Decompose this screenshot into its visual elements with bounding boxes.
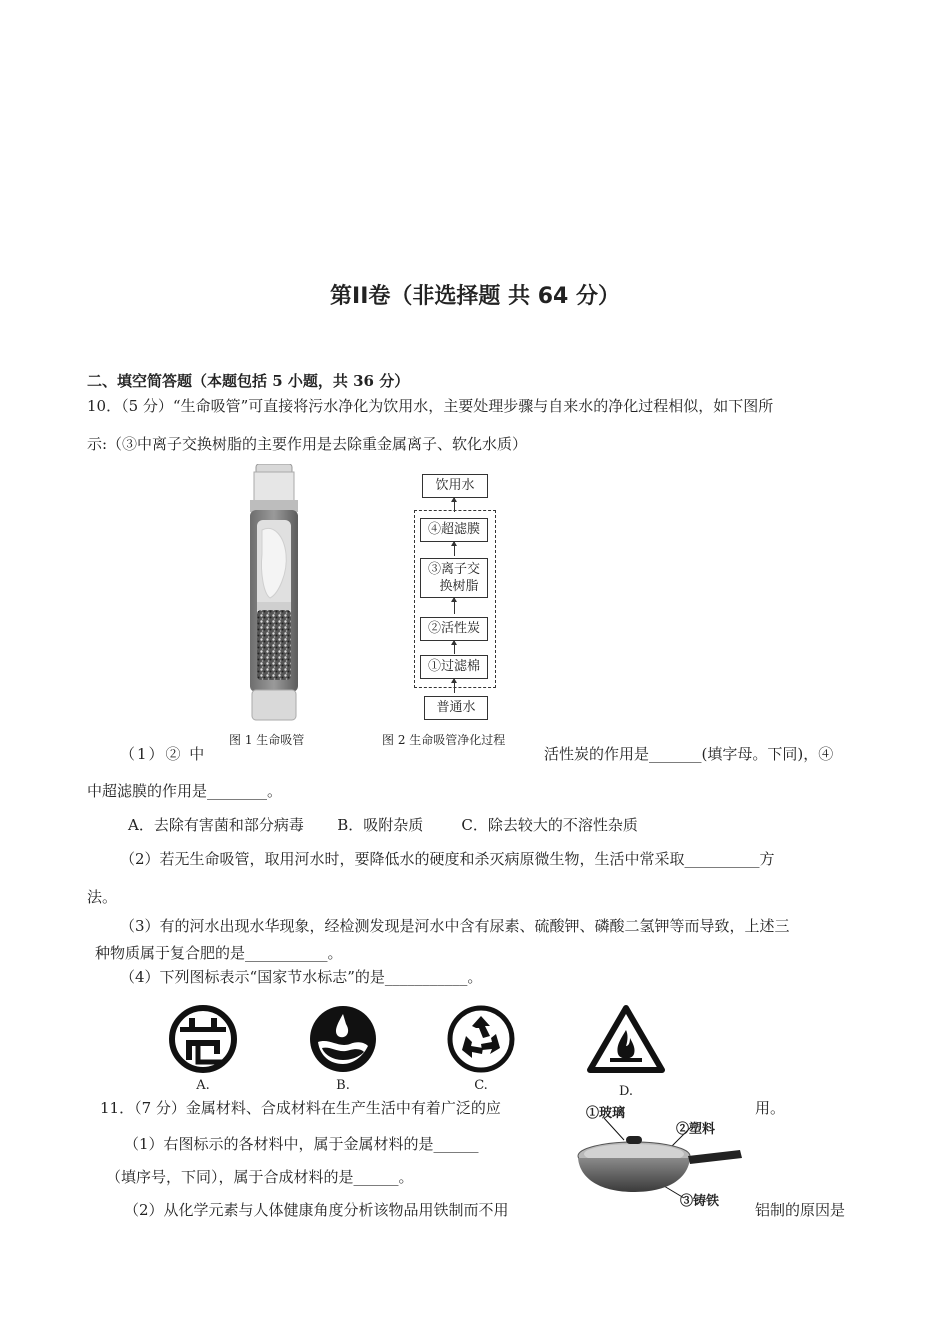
q10-options: A．去除有害菌和部分病毒 B．吸附杂质 C．除去较大的不溶性杂质	[128, 816, 638, 834]
q10-sub4: （4）下列图标表示“国家节水标志”的是___________。	[120, 968, 483, 986]
pan-figure	[572, 1100, 748, 1210]
gb-standard-icon	[168, 1004, 238, 1074]
q10-sub3-line1: （3）有的河水出现水华现象，经检测发现是河水中含有尿素、硫酸钾、磷酸二氢钾等而导致，上述三	[120, 917, 790, 935]
icon-label-d: D.	[618, 1084, 634, 1099]
q10-sub2-line2: 法。	[87, 888, 118, 906]
part-heading: 二、填空简答题（本题包括 5 小题，共 36 分）	[87, 372, 410, 390]
flow-box-ion-resin	[420, 558, 488, 598]
q10-sub1-part-a: （1）② 中	[120, 745, 207, 763]
q10-sub3-line2: 种物质属于复合肥的是___________。	[95, 944, 343, 962]
flow-box-filter-cotton: ①过滤棉	[420, 655, 488, 679]
flammable-warning-icon	[586, 1004, 666, 1074]
flow-box-activated-carbon: ②活性炭	[420, 617, 488, 641]
q10-intro-line1: 10．（5 分）“生命吸管”可直接将污水净化为饮用水，主要处理步骤与自来水的净化过程相似，如下图所	[87, 397, 774, 415]
life-straw-image	[248, 464, 300, 722]
q11-sub1-line1: （1）右图标示的各材料中，属于金属材料的是______	[124, 1135, 479, 1153]
pan-label-cast-iron: ③铸铁	[680, 1194, 720, 1209]
icon-label-a: A.	[196, 1078, 210, 1093]
q10-intro-line2: 示:（③中离子交换树脂的主要作用是去除重金属离子、软化水质）	[87, 435, 528, 453]
q10-sub1-part-b: 活性炭的作用是_______(填字母。下同)，④	[544, 745, 834, 763]
life-straw-figure	[248, 464, 300, 722]
flow-box-drinking-water: 饮用水	[422, 474, 488, 498]
pan-label-glass: ①玻璃	[586, 1106, 626, 1121]
q11-intro-part-a: 11．（7 分）金属材料、合成材料在生产生活中有着广泛的应	[100, 1099, 501, 1117]
fig1-caption: 图 1 生命吸管	[229, 733, 305, 747]
q11-intro-part-b: 用。	[755, 1099, 786, 1117]
q11-sub2-part-b: 铝制的原因是	[755, 1201, 846, 1219]
pan-label-plastic: ②塑料	[676, 1122, 716, 1137]
icon-label-c: C.	[474, 1078, 488, 1093]
flow-box-ion-resin-line1: ③离子交	[427, 562, 480, 577]
flow-arrow	[454, 679, 455, 693]
purification-flow-diagram	[412, 472, 498, 722]
icon-option-c	[446, 1004, 516, 1094]
flow-arrow	[454, 598, 455, 614]
recycling-icon	[446, 1004, 516, 1074]
q11-sub2-part-a: （2）从化学元素与人体健康角度分析该物品用铁制而不用	[124, 1201, 509, 1219]
q10-sub1-part-c: 中超滤膜的作用是________。	[87, 782, 283, 800]
water-saving-icon	[308, 1004, 378, 1074]
flow-box-ion-resin-line2: 换树脂	[439, 579, 479, 594]
flow-arrow	[454, 641, 455, 654]
icon-label-b: B.	[336, 1078, 350, 1093]
icon-option-a	[168, 1004, 238, 1094]
section-title: 第II卷（非选择题 共 64 分）	[330, 284, 620, 309]
flow-box-ultrafilter: ④超滤膜	[420, 518, 488, 542]
icon-option-b	[308, 1004, 378, 1094]
q10-sub2-line1: （2）若无生命吸管，取用河水时，要降低水的硬度和杀灭病原微生物，生活中常采取__________方	[120, 850, 775, 868]
flow-arrow	[454, 542, 455, 556]
flow-box-ordinary-water: 普通水	[424, 696, 488, 720]
fig2-caption: 图 2 生命吸管净化过程	[382, 733, 506, 747]
icon-option-d	[586, 1004, 666, 1099]
q11-sub1-line2: （填序号，下同），属于合成材料的是______。	[106, 1168, 414, 1186]
